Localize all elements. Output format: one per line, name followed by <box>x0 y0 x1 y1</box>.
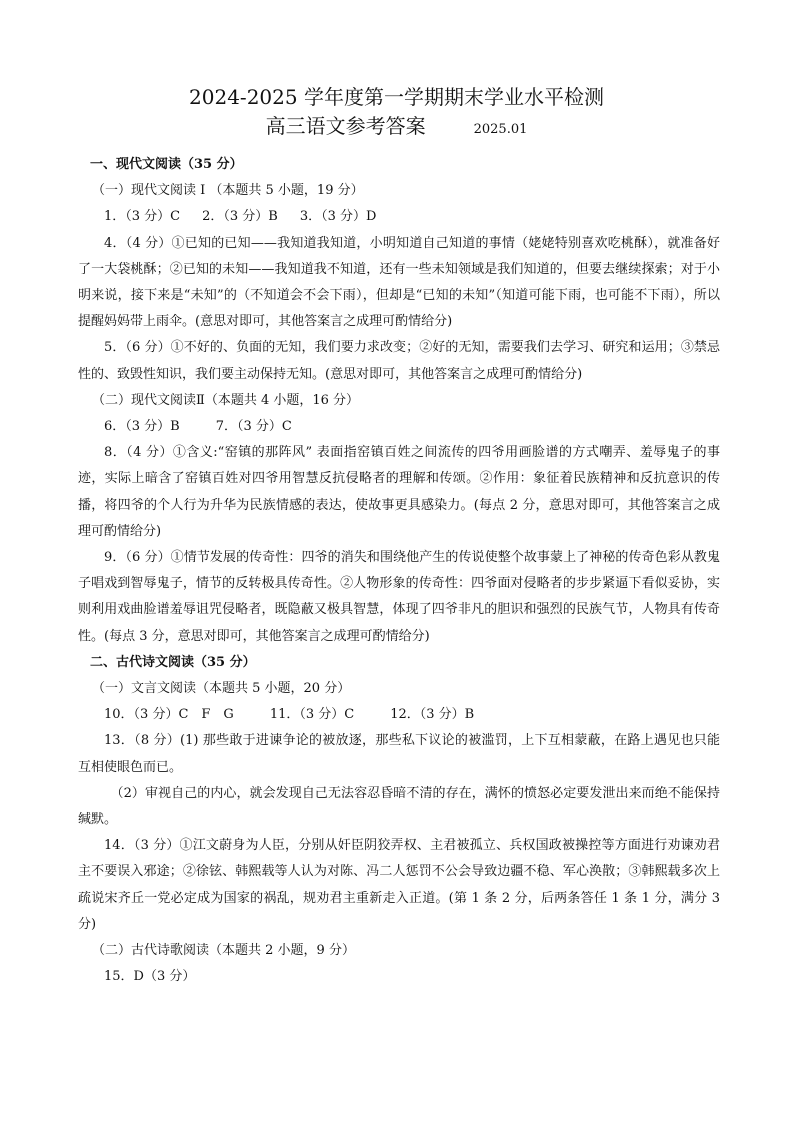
answer-4: 4．（4 分）①已知的已知——我知道我知道，小明知道自己知道的事情（姥姥特别喜欢吃桃酥），就准备好了一大袋桃酥；②已知的未知——我知道我不知道，还有一些未知领域是我们知道的，但要去继续探索；对于小明来说，接下来是“未知”的（不知道会不会下雨），但却是“已知的未知”（知道可能下雨，也可能不下雨），所以提醒妈妈带上雨伞。(意思对即可，其他答案言之成理可酌情给分) <box>78 235 720 330</box>
document-title: 2024-2025 学年度第一学期期末学业水平检测 <box>189 85 604 109</box>
answer-content <box>78 152 720 991</box>
subsection-heading-classical-poetry: （二）古代诗歌阅读（本题共 2 小题，9 分） <box>92 943 355 959</box>
answers-row-1-3 <box>78 204 720 230</box>
subsection-heading-modern-reading-1: （一）现代文阅读 I （本题共 5 小题，19 分） <box>92 183 364 199</box>
document-subtitle-line <box>0 112 793 144</box>
answer-15: 15．D（3 分） <box>104 969 196 985</box>
answer-10: 10．（3 分）C F G <box>104 707 234 723</box>
answer-13-part-1: 13．（8 分）(1) 那些敢于进谏争论的被放逐，那些私下议论的被滥罚，上下互相蒙蔽，在路上遇见也只能互相使眼色而已。 <box>78 733 720 775</box>
answer-9: 9．（6 分）①情节发展的传奇性：四爷的消失和围绕他产生的传说使整个故事蒙上了神秘的传奇色彩从教鬼子唱戏到智辱鬼子，情节的反转极具传奇性。②人物形象的传奇性：四爷面对侵略者的步步紧逼下看似妥协，实则利用戏曲脸谱羞辱诅咒侵略者，既隐蔽又极具智慧，体现了四爷非凡的胆识和强烈的民族气节，人物具有传奇性。(每点 3 分，意思对即可，其他答案言之成理可酌情给分) <box>78 550 720 644</box>
document-subtitle: 高三语文参考答案 <box>265 114 426 138</box>
answer-1: 1．（3 分）C <box>104 209 181 225</box>
answers-row-10-12 <box>78 702 720 728</box>
answer-5: 5．（6 分）①不好的、负面的无知，我们要力求改变；②好的无知，需要我们去学习、研究和运用；③禁忌性的、致毁性知识，我们要主动保持无知。(意思对即可，其他答案言之成理可酌情给分) <box>78 340 720 382</box>
answers-row-6-7 <box>78 414 720 440</box>
section-heading-modern-reading: 一、现代文阅读（35 分） <box>90 157 243 172</box>
answer-6: 6．（3 分）B <box>104 419 180 435</box>
subsection-heading-classical-prose: （一）文言文阅读（本题共 5 小题，20 分） <box>92 681 351 697</box>
answer-11: 11．（3 分）C <box>269 707 355 723</box>
section-heading-classical-reading: 二、古代诗文阅读（35 分） <box>90 654 256 670</box>
document-date: 2025.01 <box>473 122 528 137</box>
answer-14: 14．（3 分）①江文蔚身为人臣，分别从奸臣阴狡弄权、主君被孤立、兵权国政被操控等方面进行劝谏劝君主不要误入邪途；②徐铉、韩熙载等人认为对陈、冯二人惩罚不公会导致边疆不稳、军心涣散；③韩熙载多次上疏说宋齐丘一党必定成为国家的祸乱，规劝君主重新走入正道。(第 1 条 2 分，后两条答任 1 条 1 分，满分 3 分) <box>78 838 720 932</box>
answer-12: 12．（3 分）B <box>390 707 475 723</box>
subsection-heading-modern-reading-2: （二）现代文阅读Ⅱ（本题共 4 小题，16 分） <box>92 392 360 408</box>
answer-3: 3．（3 分）D <box>299 209 377 225</box>
answer-8: 8．（4 分）①含义:“窑镇的那阵风” 表面指窑镇百姓之间流传的四爷用画脸谱的方式嘲弄、羞辱鬼子的事迹，实际上暗含了窑镇百姓对四爷用智慧反抗侵略者的理解和传颂。②作用：象征着民族精神和反抗意识的传播，将四爷的个人行为升华为民族情感的表达，使故事更具感染力。(每点 2 分，意思对即可，其他答案言之成理可酌情给分) <box>78 445 720 539</box>
answer-13-part-2: （2）审视自己的内心，就会发现自己无法容忍昏暗不清的存在，满怀的愤怒必定要发泄出来而绝不能保持缄默。 <box>78 785 720 828</box>
answer-2: 2．（3 分）B <box>202 209 278 225</box>
answer-7: 7．（3 分）C <box>215 419 292 435</box>
